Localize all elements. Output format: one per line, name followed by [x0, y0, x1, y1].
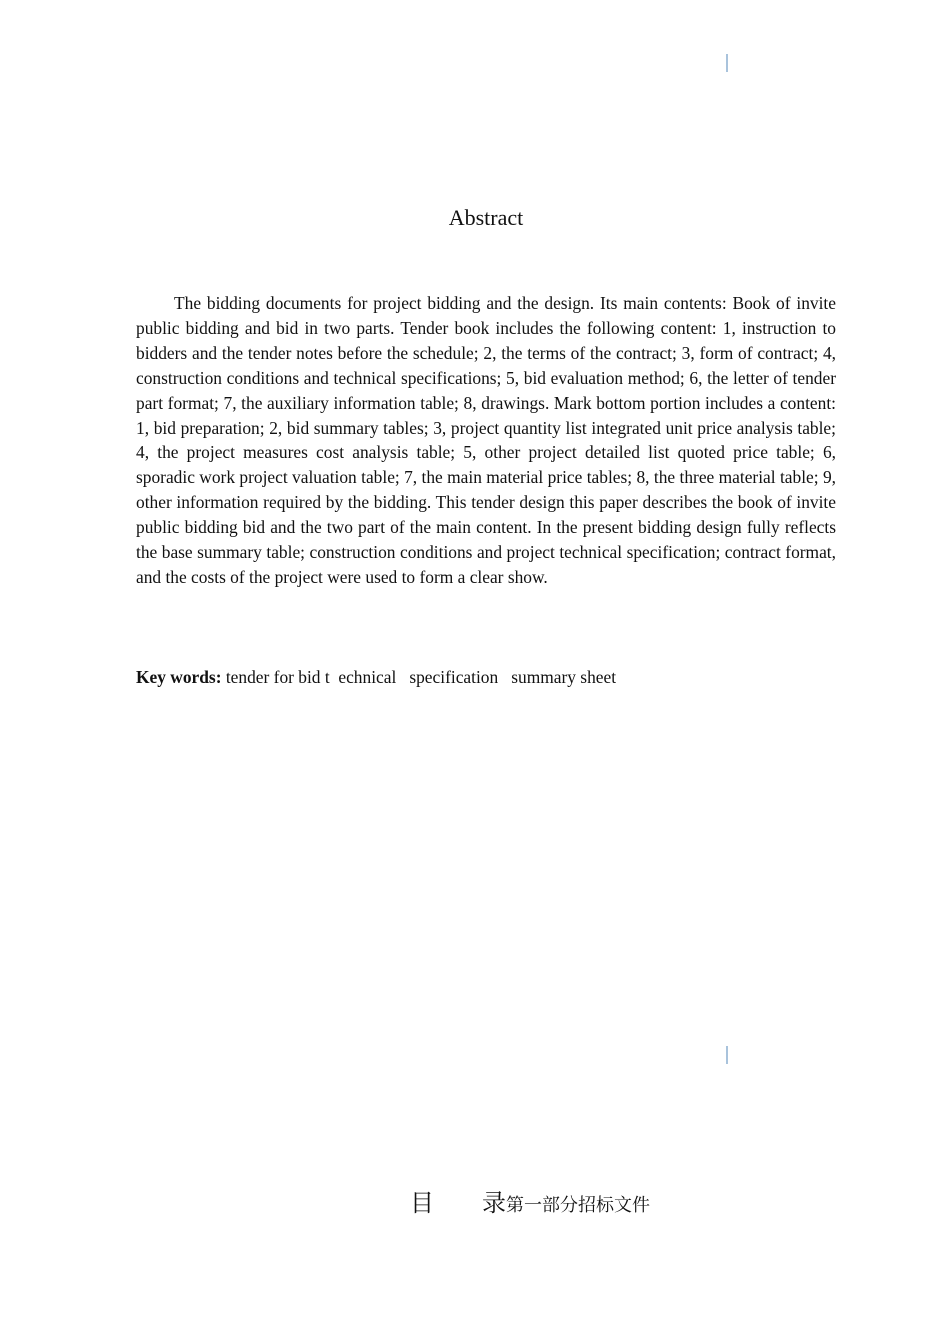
keywords-text: tender for bid t echnical specification summary sheet	[221, 667, 617, 687]
keywords-label: Key words:	[136, 667, 222, 687]
page-marker-top	[726, 54, 728, 72]
toc-heading	[410, 1183, 650, 1218]
toc-section-title: 第一部分招标文件	[506, 1195, 650, 1216]
toc-title-char-2: 录	[482, 1189, 506, 1217]
page-marker-bottom	[726, 1046, 728, 1064]
abstract-title: Abstract	[448, 205, 524, 230]
abstract-body: The bidding documents for project bidding and the design. Its main contents: Book of invite public bidding and bid in two parts. Tender book includes the following content: 1, instruction to bidders and the tender notes before the schedule; 2, the terms of the contract; 3, form of contract; 4, construction conditions and technical specifications; 5, bid evaluation method; 6, the letter of tender part format; 7, the auxiliary information table; 8, drawings. Mark bottom portion includes a content: 1, bid preparation; 2, bid summary tables; 3, project quantity list integrated unit price analysis table; 4, the project measures cost analysis table; 5, other project detailed list quoted price table; 6, sporadic work project valuation table; 7, the main material price tables; 8, the three material table; 9, other information required by the bidding. This tender design this paper describes the book of invite public bidding bid and the two part of the main content. In the present bidding design fully reflects the base summary table; construction conditions and project technical specification; contract format, and the costs of the project were used to form a clear show.	[136, 293, 836, 587]
toc-title-char-1: 目	[410, 1189, 434, 1217]
keywords-line	[136, 665, 836, 690]
